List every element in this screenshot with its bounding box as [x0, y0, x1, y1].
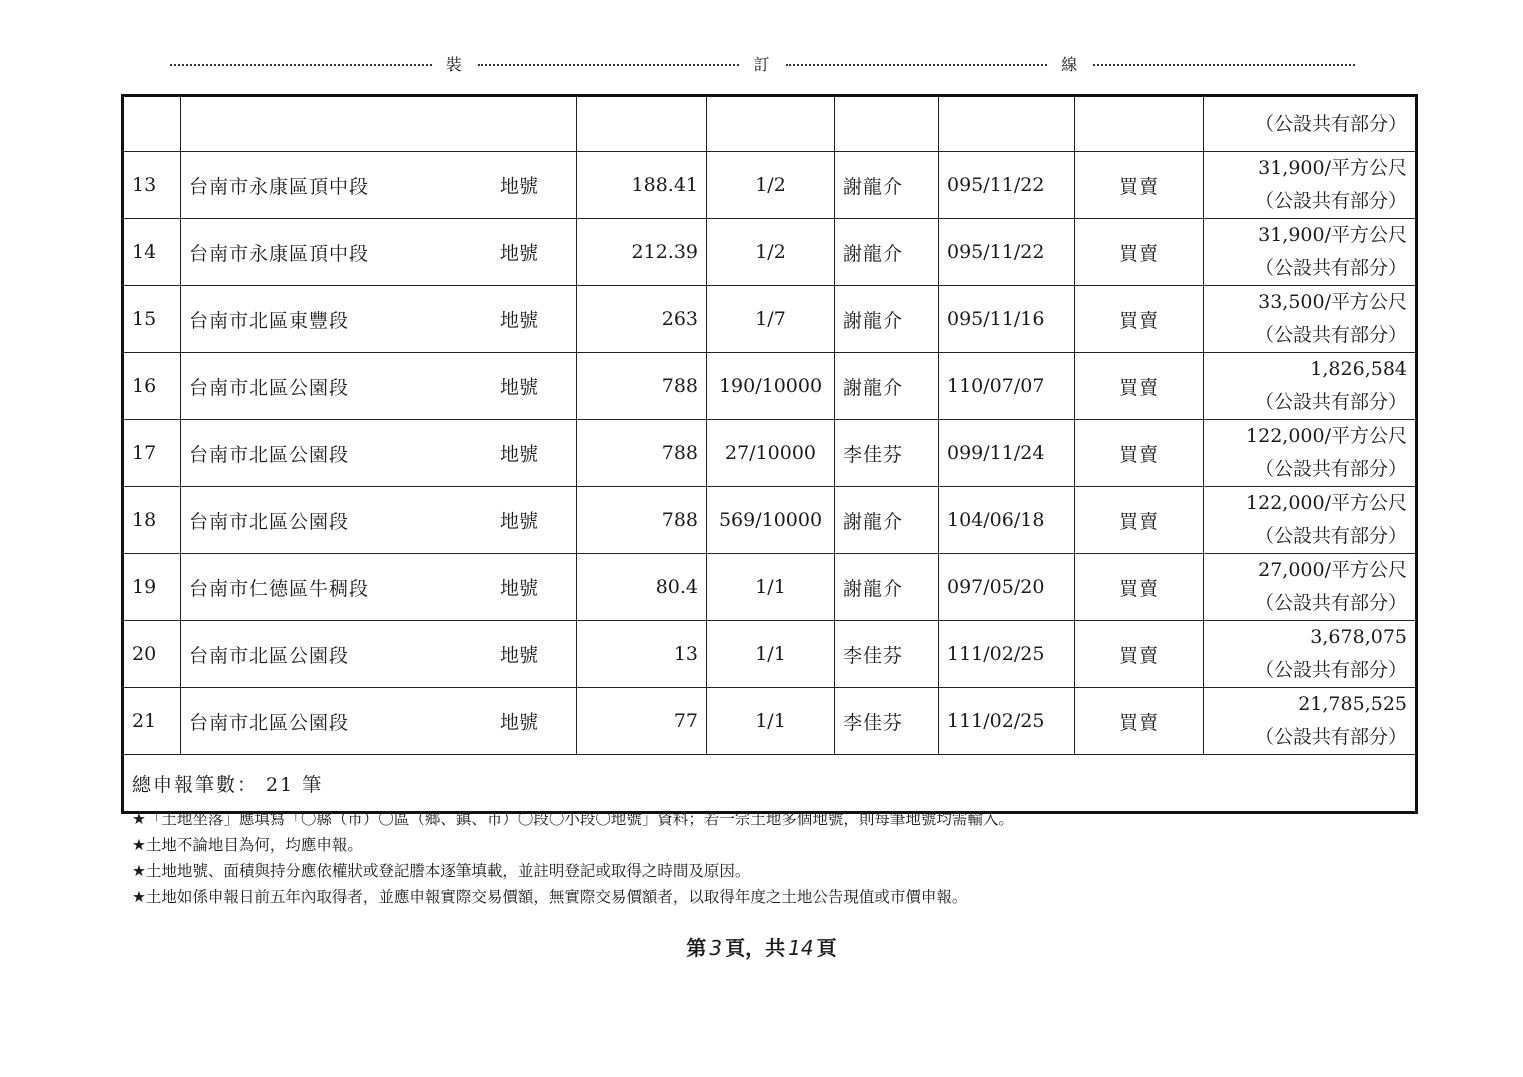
binding-mark-1: 裝 — [445, 54, 464, 74]
table-row — [123, 286, 1417, 353]
lot-number-label: 地號 — [499, 309, 538, 332]
owner-name: 謝龍介 — [843, 309, 904, 332]
acquisition-date: 110/07/07 — [947, 375, 1045, 397]
total-count: 總申報筆數： 21 筆 — [123, 755, 1417, 813]
cell-price — [1204, 554, 1417, 621]
cell-date — [939, 286, 1075, 353]
cell-no — [123, 621, 181, 688]
acquisition-date: 099/11/24 — [947, 442, 1045, 464]
ownership-share: 569/10000 — [718, 509, 823, 531]
land-area: 188.41 — [631, 174, 698, 196]
owner-name: 謝龍介 — [843, 175, 904, 198]
land-location: 台南市北區東豐段 — [189, 309, 350, 332]
cell-empty — [939, 96, 1075, 152]
row-number: 20 — [132, 643, 157, 665]
binding-mark-2: 訂 — [753, 54, 772, 74]
price-note: （公設共有部分） — [1254, 190, 1407, 212]
table-row — [123, 487, 1417, 554]
cell-owner — [835, 554, 939, 621]
cell-owner — [835, 286, 939, 353]
page-number — [0, 932, 1523, 961]
cell-empty — [1075, 96, 1204, 152]
row-number: 16 — [132, 375, 157, 397]
acquisition-reason: 買賣 — [1118, 175, 1159, 198]
land-area: 788 — [661, 509, 698, 531]
cell-no — [123, 688, 181, 755]
price-value: 31,900/平方公尺 — [1258, 224, 1407, 246]
price-note: （公設共有部分） — [1254, 257, 1407, 279]
row-number: 18 — [132, 509, 157, 531]
price-note: （公設共有部分） — [1254, 458, 1407, 480]
cell-share — [707, 353, 835, 420]
page-suffix: 頁 — [816, 936, 837, 960]
cell-reason — [1075, 420, 1204, 487]
dotted-line — [786, 64, 1048, 66]
cell-owner — [835, 420, 939, 487]
land-area: 13 — [673, 643, 698, 665]
cell-reason — [1075, 152, 1204, 219]
ownership-share: 1/2 — [755, 241, 786, 263]
lot-number-label: 地號 — [499, 510, 538, 533]
cell-area — [577, 688, 707, 755]
cell-date — [939, 420, 1075, 487]
land-location: 台南市北區公園段 — [189, 510, 350, 533]
price-note: （公設共有部分） — [1254, 525, 1407, 547]
cell-reason — [1075, 621, 1204, 688]
cell-reason — [1075, 554, 1204, 621]
table-row — [123, 152, 1417, 219]
acquisition-reason: 買賣 — [1118, 242, 1159, 265]
owner-name: 謝龍介 — [843, 510, 904, 533]
cell-date — [939, 554, 1075, 621]
cell-owner — [835, 621, 939, 688]
land-location: 台南市永康區頂中段 — [189, 175, 370, 198]
cell-no — [123, 219, 181, 286]
price-value: 122,000/平方公尺 — [1246, 425, 1407, 447]
cell-price — [1204, 487, 1417, 554]
land-area: 80.4 — [655, 576, 698, 598]
cell-reason — [1075, 353, 1204, 420]
cell-location — [181, 621, 577, 688]
price-value: 3,678,075 — [1310, 626, 1407, 648]
cell-price — [1204, 152, 1417, 219]
acquisition-date: 104/06/18 — [947, 509, 1045, 531]
row-number: 13 — [132, 174, 157, 196]
binding-line — [170, 52, 1355, 74]
cell-date — [939, 219, 1075, 286]
price-note: （公設共有部分） — [1254, 391, 1407, 413]
cell-area — [577, 420, 707, 487]
lot-number-label: 地號 — [499, 644, 538, 667]
cell-owner — [835, 353, 939, 420]
cell-owner — [835, 688, 939, 755]
price-note: （公設共有部分） — [1254, 726, 1407, 748]
price-value: 33,500/平方公尺 — [1258, 291, 1407, 313]
land-area: 212.39 — [631, 241, 698, 263]
cell-price-note — [1204, 96, 1417, 152]
cell-share — [707, 286, 835, 353]
cell-owner — [835, 219, 939, 286]
cell-reason — [1075, 688, 1204, 755]
dotted-line — [478, 64, 740, 66]
cell-location — [181, 219, 577, 286]
ownership-share: 1/1 — [755, 643, 786, 665]
cell-share — [707, 688, 835, 755]
owner-name: 謝龍介 — [843, 577, 904, 600]
acquisition-reason: 買賣 — [1118, 510, 1159, 533]
cell-empty — [123, 96, 181, 152]
page-middle: 頁，共 — [725, 936, 786, 960]
cell-date — [939, 353, 1075, 420]
price-value: 1,826,584 — [1310, 358, 1407, 380]
acquisition-date: 095/11/16 — [947, 308, 1045, 330]
note-2: ★土地不論地目為何，均應申報。 — [132, 836, 363, 854]
cell-reason — [1075, 286, 1204, 353]
acquisition-date: 111/02/25 — [947, 643, 1045, 665]
land-area: 263 — [661, 308, 698, 330]
table-total-row — [123, 755, 1417, 813]
lot-number-label: 地號 — [499, 242, 538, 265]
cell-area — [577, 353, 707, 420]
ownership-share: 27/10000 — [724, 442, 817, 464]
cell-location — [181, 420, 577, 487]
cell-area — [577, 286, 707, 353]
note-1: ★「土地坐落」應填寫「〇縣（市）〇區（鄉、鎮、市）〇段〇小段〇地號」資料；若一宗土地多個地號，則每筆地號均需輸入。 — [132, 810, 1014, 828]
lot-number-label: 地號 — [499, 376, 538, 399]
cell-empty — [835, 96, 939, 152]
acquisition-reason: 買賣 — [1118, 644, 1159, 667]
price-value: 27,000/平方公尺 — [1258, 559, 1407, 581]
cell-area — [577, 219, 707, 286]
page-prefix: 第 — [686, 936, 707, 960]
cell-reason — [1075, 219, 1204, 286]
note-4: ★土地如係申報日前五年內取得者，並應申報實際交易價額，無實際交易價額者，以取得年度之土地公告現值或市價申報。 — [132, 888, 968, 906]
cell-empty — [707, 96, 835, 152]
table-row — [123, 420, 1417, 487]
table-row — [123, 353, 1417, 420]
cell-location — [181, 487, 577, 554]
cell-price — [1204, 420, 1417, 487]
cell-no — [123, 353, 181, 420]
acquisition-date: 111/02/25 — [947, 710, 1045, 732]
cell-area — [577, 621, 707, 688]
land-location: 台南市北區公園段 — [189, 644, 350, 667]
table-row — [123, 688, 1417, 755]
lot-number-label: 地號 — [499, 175, 538, 198]
table-row — [123, 219, 1417, 286]
cell-date — [939, 621, 1075, 688]
cell-empty — [181, 96, 577, 152]
owner-name: 李佳芬 — [843, 443, 904, 466]
owner-name: 李佳芬 — [843, 711, 904, 734]
row-number: 17 — [132, 442, 157, 464]
lot-number-label: 地號 — [499, 711, 538, 734]
price-note: （公設共有部分） — [1254, 592, 1407, 614]
price-value: 31,900/平方公尺 — [1258, 157, 1407, 179]
dotted-line — [1093, 64, 1355, 66]
cell-reason — [1075, 487, 1204, 554]
cell-share — [707, 152, 835, 219]
cell-no — [123, 487, 181, 554]
price-note: （公設共有部分） — [1254, 659, 1407, 681]
lot-number-label: 地號 — [499, 443, 538, 466]
cell-location — [181, 286, 577, 353]
cell-date — [939, 487, 1075, 554]
land-location: 台南市北區公園段 — [189, 711, 350, 734]
table-row — [123, 554, 1417, 621]
cell-date — [939, 688, 1075, 755]
price-note: （公設共有部分） — [1254, 112, 1407, 135]
cell-price — [1204, 621, 1417, 688]
acquisition-date: 095/11/22 — [947, 241, 1045, 263]
land-location: 台南市仁德區牛稠段 — [189, 577, 370, 600]
ownership-share: 1/2 — [755, 174, 786, 196]
note-3: ★土地地號、面積與持分應依權狀或登記謄本逐筆填載，並註明登記或取得之時間及原因。 — [132, 862, 751, 880]
dotted-line — [170, 64, 432, 66]
cell-share — [707, 621, 835, 688]
acquisition-reason: 買賣 — [1118, 309, 1159, 332]
ownership-share: 1/1 — [755, 710, 786, 732]
land-holdings-table — [121, 94, 1418, 814]
cell-location — [181, 554, 577, 621]
land-location: 台南市北區公園段 — [189, 443, 350, 466]
ownership-share: 190/10000 — [718, 375, 823, 397]
cell-share — [707, 554, 835, 621]
land-location: 台南市永康區頂中段 — [189, 242, 370, 265]
cell-no — [123, 554, 181, 621]
price-value: 21,785,525 — [1298, 693, 1407, 715]
cell-owner — [835, 152, 939, 219]
row-number: 14 — [132, 241, 157, 263]
acquisition-reason: 買賣 — [1118, 376, 1159, 399]
cell-price — [1204, 219, 1417, 286]
acquisition-date: 095/11/22 — [947, 174, 1045, 196]
table-row — [123, 621, 1417, 688]
cell-share — [707, 420, 835, 487]
table-row-continued — [123, 96, 1417, 152]
cell-share — [707, 487, 835, 554]
acquisition-reason: 買賣 — [1118, 711, 1159, 734]
lot-number-label: 地號 — [499, 577, 538, 600]
row-number: 15 — [132, 308, 157, 330]
row-number: 21 — [132, 710, 157, 732]
cell-no — [123, 286, 181, 353]
cell-empty — [577, 96, 707, 152]
cell-no — [123, 152, 181, 219]
page-total: 14 — [788, 936, 814, 960]
binding-mark-3: 線 — [1061, 54, 1080, 74]
cell-price — [1204, 286, 1417, 353]
cell-location — [181, 688, 577, 755]
land-area: 788 — [661, 375, 698, 397]
cell-no — [123, 420, 181, 487]
cell-location — [181, 152, 577, 219]
owner-name: 謝龍介 — [843, 376, 904, 399]
cell-date — [939, 152, 1075, 219]
land-location: 台南市北區公園段 — [189, 376, 350, 399]
cell-area — [577, 487, 707, 554]
land-area: 77 — [673, 710, 698, 732]
page-current: 3 — [709, 936, 723, 960]
ownership-share: 1/7 — [755, 308, 786, 330]
row-number: 19 — [132, 576, 157, 598]
owner-name: 李佳芬 — [843, 644, 904, 667]
price-value: 122,000/平方公尺 — [1246, 492, 1407, 514]
cell-price — [1204, 688, 1417, 755]
cell-price — [1204, 353, 1417, 420]
acquisition-reason: 買賣 — [1118, 443, 1159, 466]
cell-area — [577, 152, 707, 219]
acquisition-date: 097/05/20 — [947, 576, 1045, 598]
cell-share — [707, 219, 835, 286]
acquisition-reason: 買賣 — [1118, 577, 1159, 600]
ownership-share: 1/1 — [755, 576, 786, 598]
cell-area — [577, 554, 707, 621]
land-area: 788 — [661, 442, 698, 464]
cell-owner — [835, 487, 939, 554]
cell-location — [181, 353, 577, 420]
notes — [132, 806, 1382, 910]
owner-name: 謝龍介 — [843, 242, 904, 265]
price-note: （公設共有部分） — [1254, 324, 1407, 346]
